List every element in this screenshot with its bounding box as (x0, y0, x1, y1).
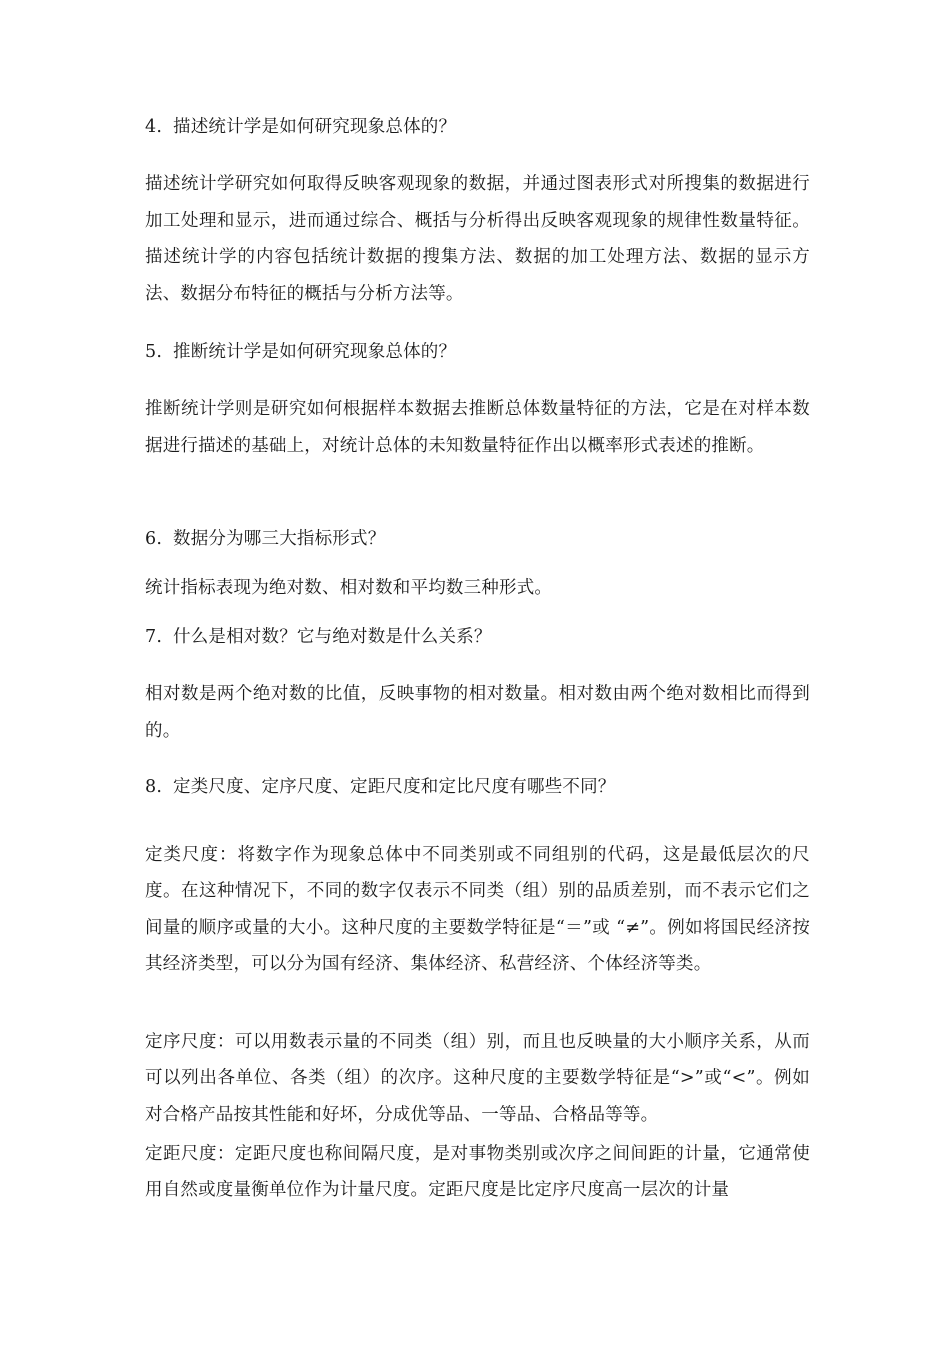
answer-8-ordinal-scale: 定序尺度：可以用数表示量的不同类（组）别，而且也反映量的大小顺序关系，从而可以列出各单位、各类（组）的次序。这种尺度的主要数学特征是“>”或“<”。例如对合格产品按其性能和好坏，分成优等品、一等品、合格品等等。 (145, 1032, 810, 1125)
question-7-number: 7. (145, 627, 163, 647)
question-6-number: 6. (145, 529, 163, 549)
answer-6: 统计指标表现为绝对数、相对数和平均数三种形式。 (145, 578, 553, 598)
answer-5: 推断统计学则是研究如何根据样本数据去推断总体数量特征的方法，它是在对样本数据进行描述的基础上，对统计总体的未知数量特征作出以概率形式表述的推断。 (145, 399, 810, 456)
question-6-text: 数据分为哪三大指标形式？ (173, 529, 386, 549)
question-8-number: 8. (145, 777, 163, 797)
question-7 (145, 619, 810, 656)
question-4-number: 4. (145, 117, 163, 137)
answer-8-interval-scale: 定距尺度：定距尺度也称间隔尺度，是对事物类别或次序之间间距的计量，它通常使用自然或度量衡单位作为计量尺度。定距尺度是比定序尺度高一层次的计量 (145, 1144, 810, 1201)
question-8 (145, 769, 810, 806)
question-5 (145, 334, 810, 371)
answer-8-nominal-scale: 定类尺度：将数字作为现象总体中不同类别或不同组别的代码，这是最低层次的尺度。在这种情况下，不同的数字仅表示不同类（组）别的品质差别，而不表示它们之间量的顺序或量的大小。这种尺度的主要数学特征是“＝”或 “≠”。例如将国民经济按其经济类型，可以分为国有经济、集体经济、私营经济、个体经济等类。 (145, 845, 810, 975)
question-5-number: 5. (145, 342, 163, 362)
answer-4: 描述统计学研究如何取得反映客观现象的数据，并通过图表形式对所搜集的数据进行加工处理和显示，进而通过综合、概括与分析得出反映客观现象的规律性数量特征。描述统计学的内容包括统计数据的搜集方法、数据的加工处理方法、数据的显示方法、数据分布特征的概括与分析方法等。 (145, 174, 810, 304)
question-8-text: 定类尺度、定序尺度、定距尺度和定比尺度有哪些不同？ (173, 777, 616, 797)
question-4-text: 描述统计学是如何研究现象总体的？ (173, 117, 457, 137)
question-4 (145, 109, 810, 146)
question-6 (145, 521, 810, 558)
answer-7: 相对数是两个绝对数的比值，反映事物的相对数量。相对数由两个绝对数相比而得到的。 (145, 684, 810, 741)
question-7-text: 什么是相对数？它与绝对数是什么关系？ (173, 627, 492, 647)
question-5-text: 推断统计学是如何研究现象总体的？ (173, 342, 457, 362)
